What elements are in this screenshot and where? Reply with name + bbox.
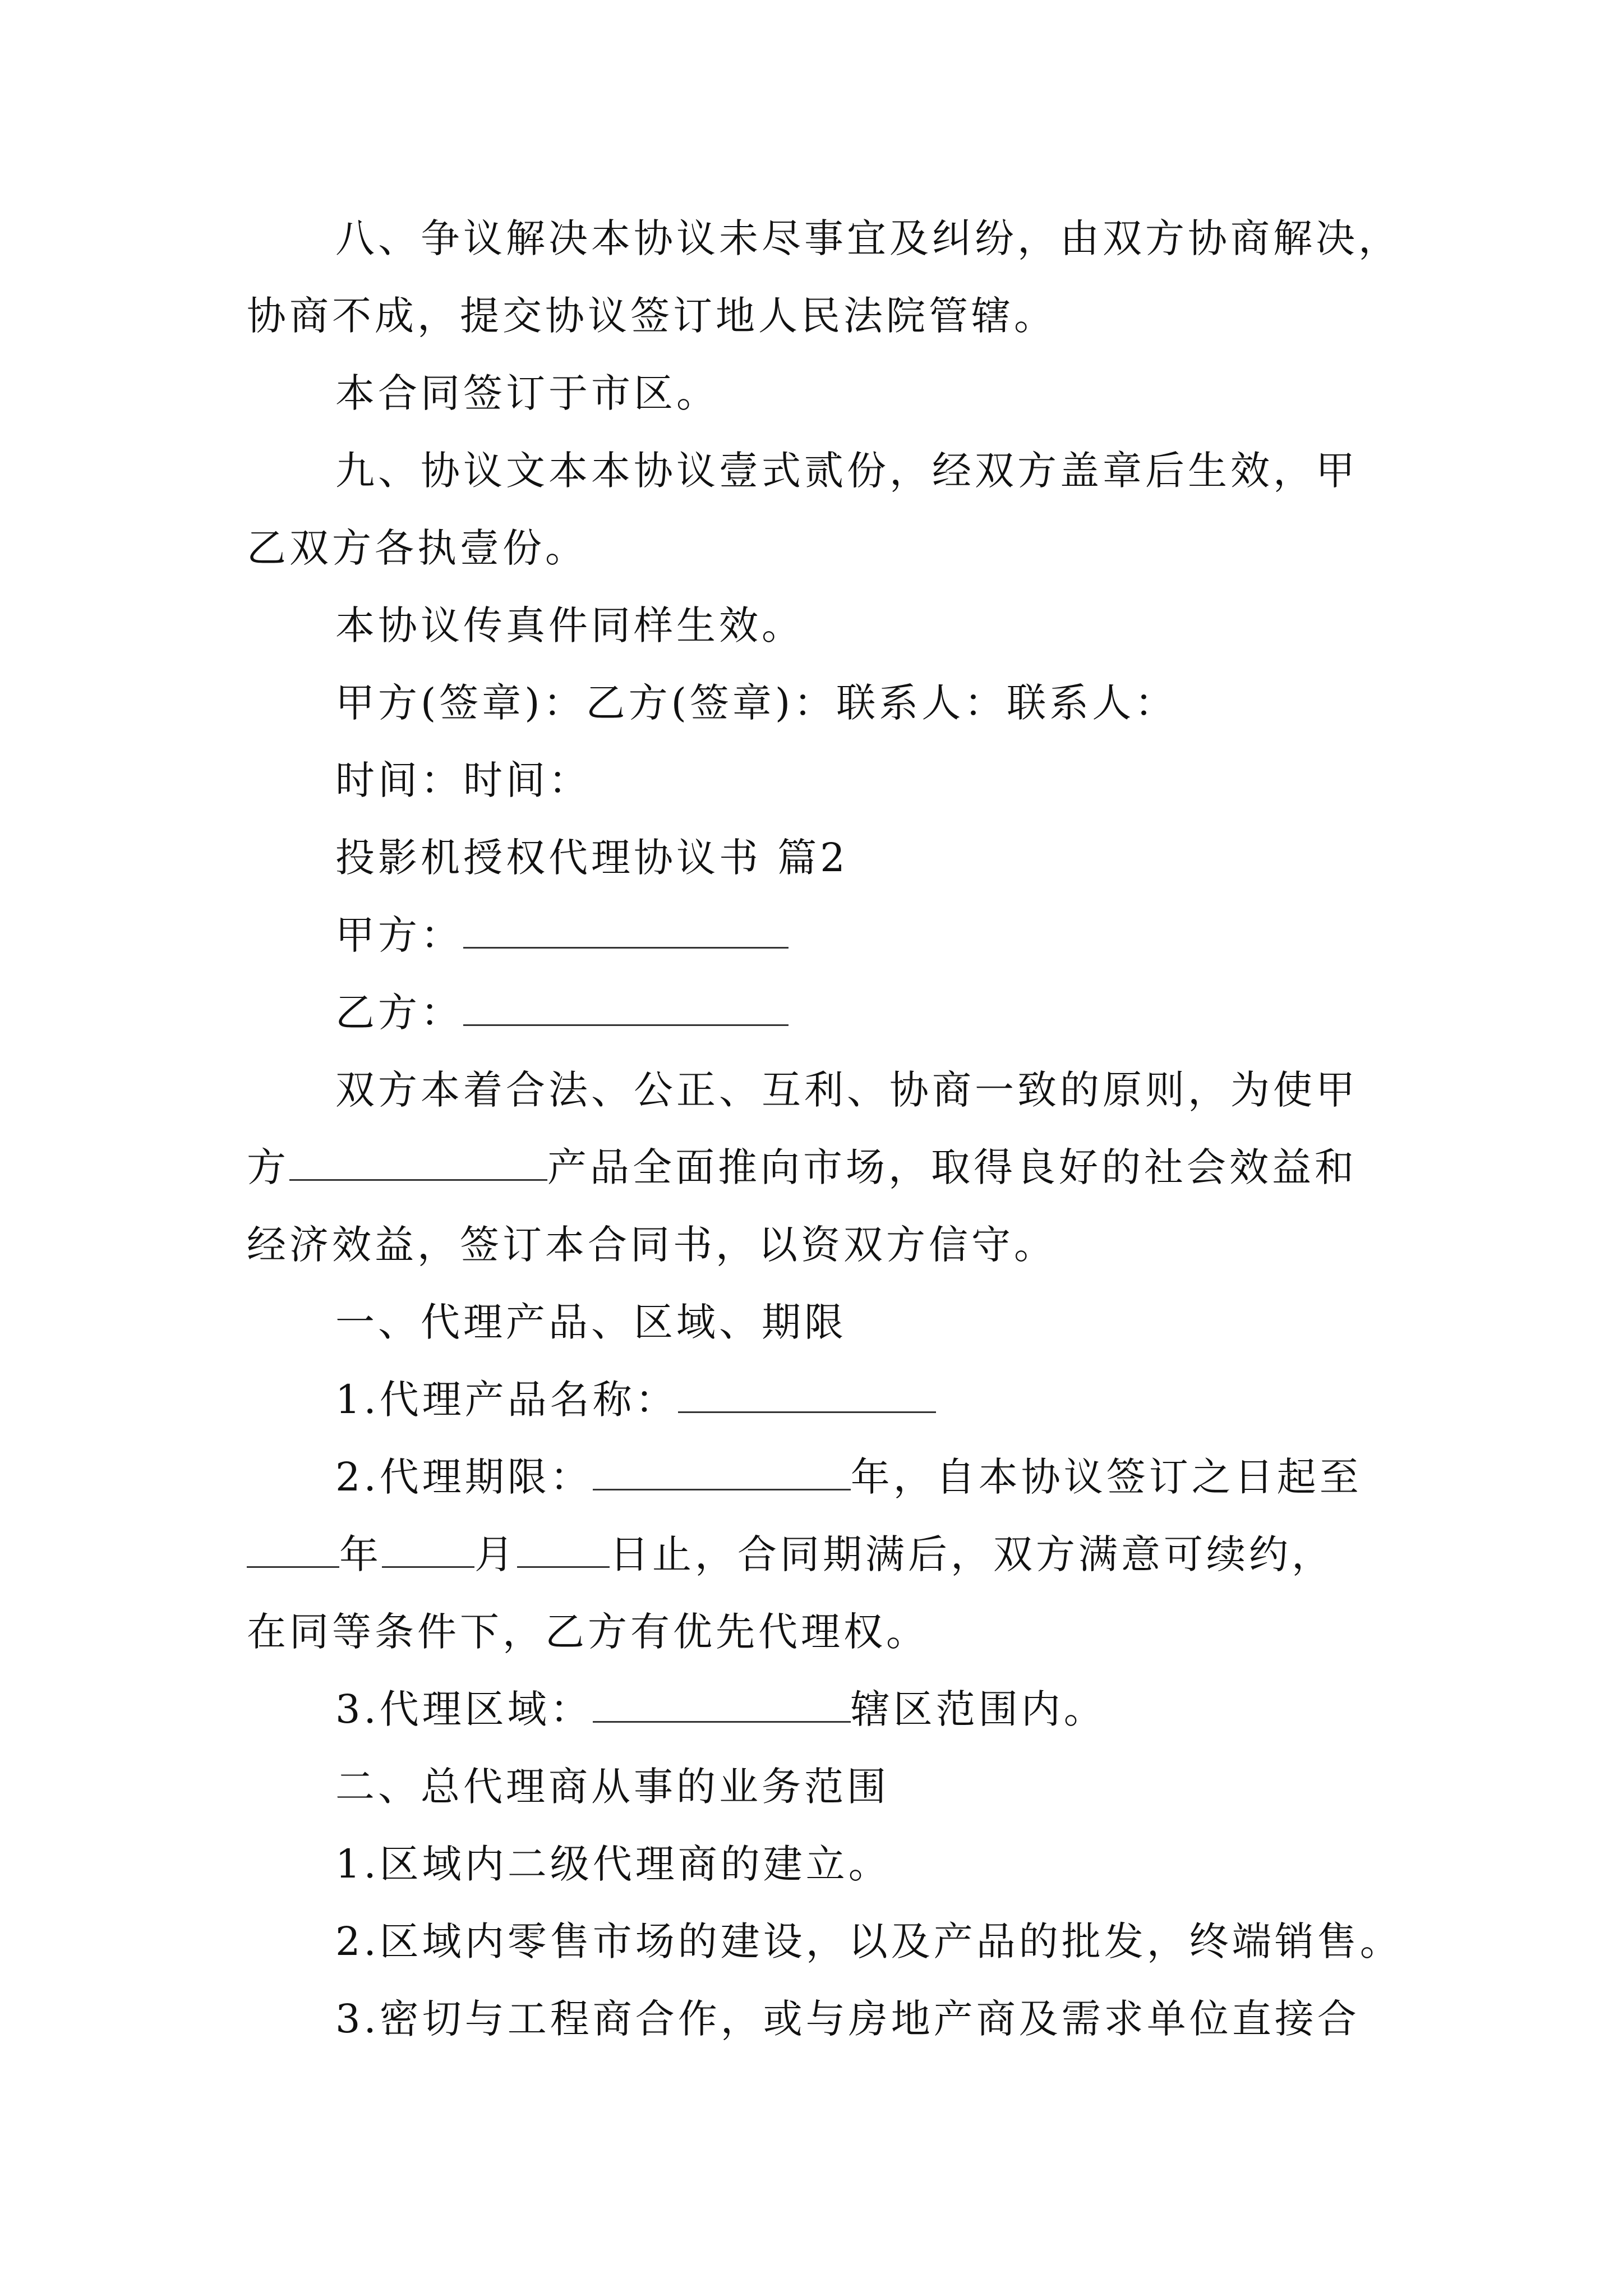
paragraph-copies: 九、协议文本本协议壹式贰份，经双方盖章后生效，甲 [335,448,1358,494]
clause-product-name [335,1374,936,1425]
paragraph-fax-valid: 本协议传真件同样生效。 [335,602,804,648]
text-fragment: 2.代理期限： [335,1454,593,1500]
term-years-blank [593,1455,851,1490]
product-name-blank [678,1378,936,1413]
text-fragment: 产品全面推向市场，取得良好的社会效益和 [547,1144,1357,1190]
text-fragment: 3.代理区域： [335,1686,593,1732]
section-heading-1: 一、代理产品、区域、期限 [335,1299,847,1345]
text-fragment: 方 [247,1144,289,1190]
party-b-line [335,987,789,1038]
paragraph-principles-cont [247,1142,1357,1193]
clause-term [335,1452,1362,1502]
party-a-blank [463,913,789,949]
party-b-label: 乙方： [335,990,463,1036]
section-title: 投影机授权代理协议书 篇2 [335,835,849,881]
end-month-blank [382,1533,474,1568]
end-day-blank [517,1533,610,1568]
text-fragment: 年 [339,1531,382,1577]
text-fragment: 日止，合同期满后，双方满意可续约， [610,1531,1334,1577]
paragraph-dispute-cont: 协商不成，提交协议签订地人民法院管辖。 [247,293,1057,339]
party-a-line [335,910,789,960]
product-blank [289,1145,547,1181]
time-line: 时间：时间： [335,757,591,803]
paragraph-dispute: 八、争议解决本协议未尽事宜及纠纷，由双方协商解决， [335,215,1401,261]
clause-term-priority: 在同等条件下，乙方有优先代理权。 [247,1609,929,1655]
clause-scope-3: 3.密切与工程商合作，或与房地产商及需求单位直接合 [335,1996,1360,2042]
text-fragment: 年，自本协议签订之日起至 [850,1454,1362,1500]
clause-term-dates [247,1529,1334,1580]
text-fragment: 1.代理产品名称： [335,1377,678,1423]
paragraph-principles: 双方本着合法、公正、互利、协商一致的原则，为使甲 [335,1067,1358,1113]
end-year-blank [247,1533,339,1568]
region-blank [593,1687,851,1723]
section-heading-2: 二、总代理商从事的业务范围 [335,1764,889,1810]
paragraph-signing-place: 本合同签订于市区。 [335,370,719,416]
clause-scope-2: 2.区域内零售市场的建设，以及产品的批发，终端销售。 [335,1918,1403,1964]
paragraph-principles-end: 经济效益，签订本合同书，以资双方信守。 [247,1222,1057,1268]
party-a-label: 甲方： [335,912,463,958]
text-fragment: 辖区范围内。 [850,1686,1106,1732]
text-fragment: 月 [474,1531,517,1577]
signature-line: 甲方(签章)：乙方(签章)：联系人：联系人： [335,680,1178,726]
paragraph-copies-cont: 乙双方各执壹份。 [247,525,588,571]
party-b-blank [463,991,789,1026]
clause-region [335,1684,1106,1734]
clause-scope-1: 1.区域内二级代理商的建立。 [335,1841,891,1887]
